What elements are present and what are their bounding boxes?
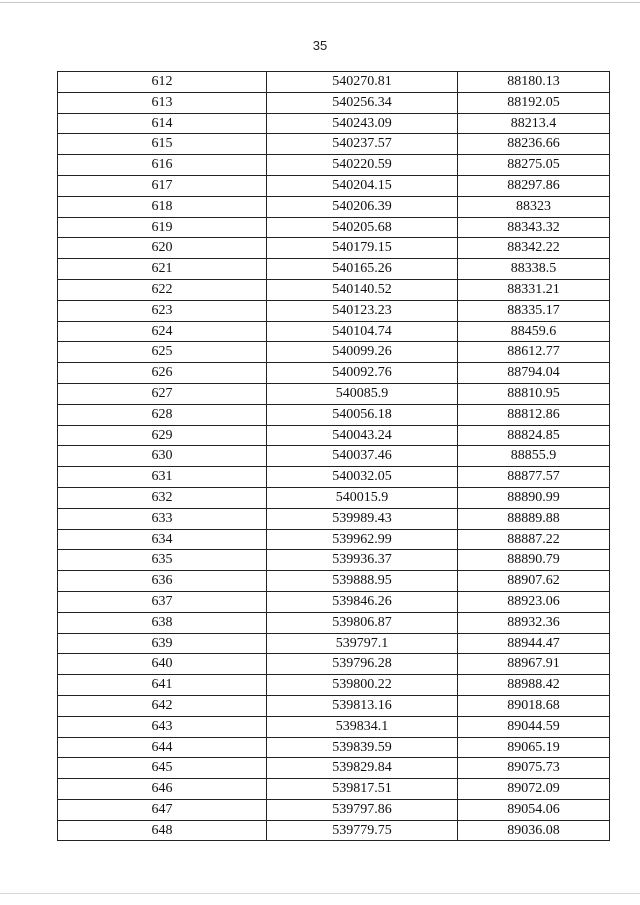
y-coordinate-cell: 88810.95: [458, 383, 610, 404]
table-row: [58, 321, 610, 342]
x-coordinate-cell: 539817.51: [267, 779, 458, 800]
table-row: [58, 820, 610, 841]
x-coordinate-cell: 540237.57: [267, 134, 458, 155]
y-coordinate-cell: 88812.86: [458, 404, 610, 425]
point-number-cell: 637: [58, 591, 267, 612]
y-coordinate-cell: 88855.9: [458, 446, 610, 467]
y-coordinate-cell: 88794.04: [458, 363, 610, 384]
y-coordinate-cell: 89072.09: [458, 779, 610, 800]
point-number-cell: 634: [58, 529, 267, 550]
y-coordinate-cell: 88890.79: [458, 550, 610, 571]
y-coordinate-cell: 88236.66: [458, 134, 610, 155]
table-row: [58, 550, 610, 571]
y-coordinate-cell: 88877.57: [458, 467, 610, 488]
table-row: [58, 591, 610, 612]
point-number-cell: 622: [58, 279, 267, 300]
y-coordinate-cell: 88331.21: [458, 279, 610, 300]
x-coordinate-cell: 540204.15: [267, 175, 458, 196]
table-row: [58, 612, 610, 633]
point-number-cell: 612: [58, 72, 267, 93]
table-row: [58, 259, 610, 280]
table-row: [58, 238, 610, 259]
point-number-cell: 645: [58, 758, 267, 779]
table-row: [58, 737, 610, 758]
x-coordinate-cell: 540220.59: [267, 155, 458, 176]
point-number-cell: 625: [58, 342, 267, 363]
table-row: [58, 487, 610, 508]
table-row: [58, 758, 610, 779]
point-number-cell: 618: [58, 196, 267, 217]
x-coordinate-cell: 540043.24: [267, 425, 458, 446]
x-coordinate-cell: 539813.16: [267, 695, 458, 716]
table-row: [58, 529, 610, 550]
y-coordinate-cell: 88612.77: [458, 342, 610, 363]
x-coordinate-cell: 539797.86: [267, 799, 458, 820]
point-number-cell: 647: [58, 799, 267, 820]
y-coordinate-cell: 88889.88: [458, 508, 610, 529]
x-coordinate-cell: 540205.68: [267, 217, 458, 238]
x-coordinate-cell: 540270.81: [267, 72, 458, 93]
bottom-divider: [0, 893, 640, 894]
y-coordinate-cell: 88890.99: [458, 487, 610, 508]
y-coordinate-cell: 89075.73: [458, 758, 610, 779]
x-coordinate-cell: 539839.59: [267, 737, 458, 758]
table-row: [58, 425, 610, 446]
table-row: [58, 633, 610, 654]
x-coordinate-cell: 539829.84: [267, 758, 458, 779]
table-row: [58, 799, 610, 820]
table-row: [58, 571, 610, 592]
point-number-cell: 617: [58, 175, 267, 196]
point-number-cell: 632: [58, 487, 267, 508]
point-number-cell: 614: [58, 113, 267, 134]
table-row: [58, 467, 610, 488]
point-number-cell: 643: [58, 716, 267, 737]
x-coordinate-cell: 539800.22: [267, 675, 458, 696]
x-coordinate-cell: 540140.52: [267, 279, 458, 300]
y-coordinate-cell: 89044.59: [458, 716, 610, 737]
x-coordinate-cell: 540099.26: [267, 342, 458, 363]
table-row: [58, 716, 610, 737]
y-coordinate-cell: 88213.4: [458, 113, 610, 134]
x-coordinate-cell: 539796.28: [267, 654, 458, 675]
table-row: [58, 113, 610, 134]
point-number-cell: 629: [58, 425, 267, 446]
x-coordinate-cell: 539797.1: [267, 633, 458, 654]
point-number-cell: 630: [58, 446, 267, 467]
point-number-cell: 627: [58, 383, 267, 404]
x-coordinate-cell: 540056.18: [267, 404, 458, 425]
y-coordinate-cell: 88297.86: [458, 175, 610, 196]
x-coordinate-cell: 539846.26: [267, 591, 458, 612]
table-row: [58, 446, 610, 467]
x-coordinate-cell: 540123.23: [267, 300, 458, 321]
coordinate-table: [57, 71, 610, 841]
point-number-cell: 631: [58, 467, 267, 488]
table-row: [58, 155, 610, 176]
y-coordinate-cell: 88907.62: [458, 571, 610, 592]
point-number-cell: 613: [58, 92, 267, 113]
x-coordinate-cell: 540256.34: [267, 92, 458, 113]
point-number-cell: 620: [58, 238, 267, 259]
x-coordinate-cell: 540015.9: [267, 487, 458, 508]
y-coordinate-cell: 89054.06: [458, 799, 610, 820]
point-number-cell: 644: [58, 737, 267, 758]
y-coordinate-cell: 88824.85: [458, 425, 610, 446]
point-number-cell: 638: [58, 612, 267, 633]
table-row: [58, 134, 610, 155]
x-coordinate-cell: 540206.39: [267, 196, 458, 217]
point-number-cell: 646: [58, 779, 267, 800]
x-coordinate-cell: 539962.99: [267, 529, 458, 550]
y-coordinate-cell: 89065.19: [458, 737, 610, 758]
y-coordinate-cell: 88944.47: [458, 633, 610, 654]
y-coordinate-cell: 89018.68: [458, 695, 610, 716]
y-coordinate-cell: 88323: [458, 196, 610, 217]
y-coordinate-cell: 88887.22: [458, 529, 610, 550]
y-coordinate-cell: 88988.42: [458, 675, 610, 696]
table-row: [58, 404, 610, 425]
table-row: [58, 300, 610, 321]
table-row: [58, 779, 610, 800]
y-coordinate-cell: 88967.91: [458, 654, 610, 675]
point-number-cell: 628: [58, 404, 267, 425]
table-row: [58, 92, 610, 113]
point-number-cell: 621: [58, 259, 267, 280]
table-row: [58, 508, 610, 529]
table-row: [58, 72, 610, 93]
point-number-cell: 624: [58, 321, 267, 342]
point-number-cell: 626: [58, 363, 267, 384]
x-coordinate-cell: 539834.1: [267, 716, 458, 737]
point-number-cell: 619: [58, 217, 267, 238]
point-number-cell: 615: [58, 134, 267, 155]
x-coordinate-cell: 540092.76: [267, 363, 458, 384]
point-number-cell: 636: [58, 571, 267, 592]
x-coordinate-cell: 540179.15: [267, 238, 458, 259]
x-coordinate-cell: 539888.95: [267, 571, 458, 592]
y-coordinate-cell: 88923.06: [458, 591, 610, 612]
x-coordinate-cell: 540032.05: [267, 467, 458, 488]
top-divider: [0, 2, 640, 3]
y-coordinate-cell: 88342.22: [458, 238, 610, 259]
x-coordinate-cell: 539779.75: [267, 820, 458, 841]
table-row: [58, 175, 610, 196]
y-coordinate-cell: 88459.6: [458, 321, 610, 342]
point-number-cell: 642: [58, 695, 267, 716]
table-row: [58, 217, 610, 238]
x-coordinate-cell: 540037.46: [267, 446, 458, 467]
y-coordinate-cell: 88338.5: [458, 259, 610, 280]
y-coordinate-cell: 89036.08: [458, 820, 610, 841]
point-number-cell: 639: [58, 633, 267, 654]
point-number-cell: 635: [58, 550, 267, 571]
y-coordinate-cell: 88335.17: [458, 300, 610, 321]
point-number-cell: 648: [58, 820, 267, 841]
point-number-cell: 623: [58, 300, 267, 321]
table-row: [58, 654, 610, 675]
table-row: [58, 342, 610, 363]
table-row: [58, 363, 610, 384]
table-row: [58, 675, 610, 696]
y-coordinate-cell: 88343.32: [458, 217, 610, 238]
point-number-cell: 616: [58, 155, 267, 176]
table-row: [58, 383, 610, 404]
table-row: [58, 279, 610, 300]
y-coordinate-cell: 88275.05: [458, 155, 610, 176]
table-body: [58, 72, 610, 841]
page-number: 35: [312, 38, 328, 53]
x-coordinate-cell: 539989.43: [267, 508, 458, 529]
point-number-cell: 641: [58, 675, 267, 696]
x-coordinate-cell: 540104.74: [267, 321, 458, 342]
x-coordinate-cell: 540165.26: [267, 259, 458, 280]
y-coordinate-cell: 88932.36: [458, 612, 610, 633]
y-coordinate-cell: 88192.05: [458, 92, 610, 113]
table-row: [58, 695, 610, 716]
point-number-cell: 640: [58, 654, 267, 675]
x-coordinate-cell: 539936.37: [267, 550, 458, 571]
point-number-cell: 633: [58, 508, 267, 529]
x-coordinate-cell: 540085.9: [267, 383, 458, 404]
x-coordinate-cell: 540243.09: [267, 113, 458, 134]
table-row: [58, 196, 610, 217]
y-coordinate-cell: 88180.13: [458, 72, 610, 93]
x-coordinate-cell: 539806.87: [267, 612, 458, 633]
